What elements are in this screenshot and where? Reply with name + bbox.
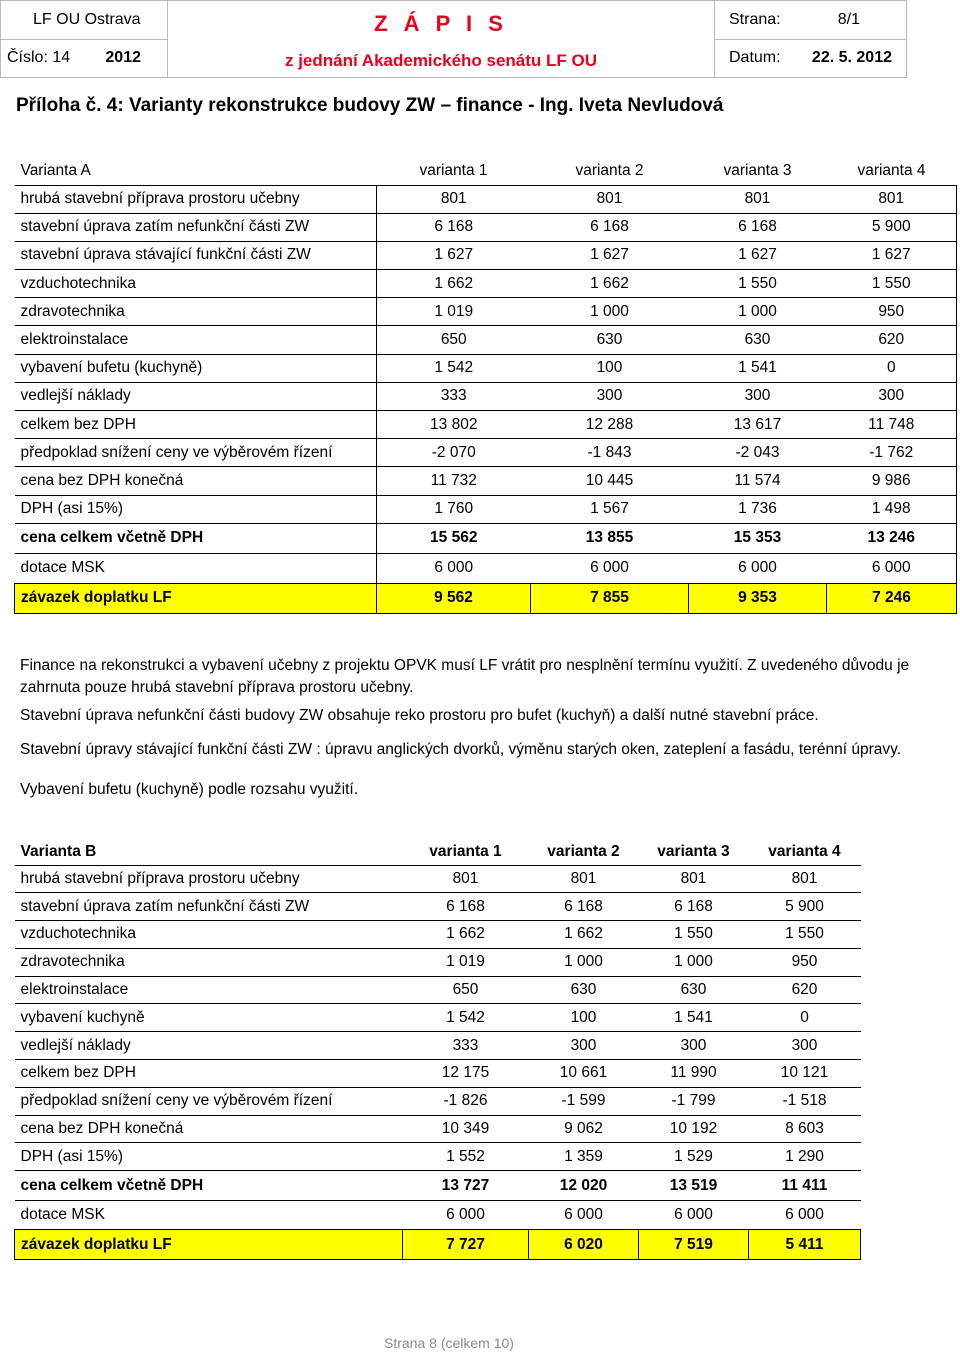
value-cell: 12 020	[529, 1171, 639, 1201]
table-row	[15, 523, 957, 553]
table-row	[15, 1143, 861, 1171]
row-label: zdravotechnika	[15, 948, 403, 976]
value-cell: 8 603	[749, 1115, 861, 1143]
value-cell: 6 168	[689, 213, 827, 241]
header-cell: varianta 1	[377, 157, 531, 185]
row-label: závazek doplatku LF	[15, 1230, 403, 1260]
value-cell: 11 411	[749, 1171, 861, 1201]
note-paragraph: Finance na rekonstrukci a vybavení učebny z projektu OPVK musí LF vrátit pro nesplnění termínu využití. Z uvedeného důvodu je zahrnuta pouze hrubá stavební příprava prostoru učebny.	[20, 657, 910, 696]
row-label: stavební úprava zatím nefunkční části ZW	[15, 213, 377, 241]
date-cell	[715, 39, 907, 78]
value-cell: 6 000	[639, 1200, 749, 1230]
value-cell: 1 359	[529, 1143, 639, 1171]
notes	[20, 655, 950, 807]
value-cell: 333	[377, 382, 531, 410]
table-row	[15, 583, 957, 613]
page-value: 8/1	[837, 10, 860, 28]
note-paragraph: Vybavení bufetu (kuchyně) podle rozsahu využití.	[20, 781, 359, 798]
date-value: 22. 5. 2012	[811, 49, 892, 67]
value-cell: 9 562	[377, 583, 531, 613]
value-cell: 5 411	[749, 1230, 861, 1260]
value-cell: 5 900	[749, 893, 861, 921]
value-cell: 650	[377, 326, 531, 354]
value-cell: 1 736	[689, 495, 827, 523]
header-cell: varianta 4	[827, 157, 957, 185]
row-label: vzduchotechnika	[15, 921, 403, 949]
value-cell: 13 519	[639, 1171, 749, 1201]
attachment-title: Příloha č. 4: Varianty rekonstrukce budovy ZW – finance - Ing. Iveta Nevludová	[16, 95, 724, 116]
row-label: vybavení bufetu (kuchyně)	[15, 354, 377, 382]
value-cell: 1 000	[529, 948, 639, 976]
value-cell: 6 168	[531, 213, 689, 241]
row-label: elektroinstalace	[15, 976, 403, 1004]
table-row	[15, 1230, 861, 1260]
table-row	[15, 411, 957, 439]
table-row	[15, 298, 957, 326]
row-label: celkem bez DPH	[15, 1060, 403, 1088]
number-cell	[1, 39, 168, 78]
value-cell: 12 175	[403, 1060, 529, 1088]
value-cell: 1 627	[377, 241, 531, 269]
value-cell: 10 121	[749, 1060, 861, 1088]
row-label: vzduchotechnika	[15, 270, 377, 298]
value-cell: 801	[749, 865, 861, 893]
value-cell: 1 662	[531, 270, 689, 298]
value-cell: 1 550	[689, 270, 827, 298]
note-paragraph: Stavební úprava nefunkční části budovy ZW obsahuje reko prostoru pro bufet (kuchyň) a další nutné stavební práce.	[20, 707, 819, 724]
row-label: závazek doplatku LF	[15, 583, 377, 613]
value-cell: 300	[827, 382, 957, 410]
row-label: celkem bez DPH	[15, 411, 377, 439]
value-cell: -1 762	[827, 439, 957, 467]
row-label: DPH (asi 15%)	[15, 1143, 403, 1171]
value-cell: 630	[689, 326, 827, 354]
table-row	[15, 1115, 861, 1143]
document-title: Z Á P I S	[374, 11, 508, 36]
value-cell: 620	[749, 976, 861, 1004]
table-row	[15, 976, 861, 1004]
value-cell: -1 826	[403, 1087, 529, 1115]
value-cell: 10 349	[403, 1115, 529, 1143]
value-cell: 1 498	[827, 495, 957, 523]
header-cell: Varianta B	[15, 839, 403, 865]
row-label: cena celkem včetně DPH	[15, 1171, 403, 1201]
header-cell: Varianta A	[15, 157, 377, 185]
row-label: hrubá stavební příprava prostoru učebny	[15, 865, 403, 893]
date-label: Datum:	[729, 49, 781, 67]
value-cell: 1 000	[689, 298, 827, 326]
value-cell: 630	[529, 976, 639, 1004]
value-cell: 11 990	[639, 1060, 749, 1088]
value-cell: 13 802	[377, 411, 531, 439]
value-cell: 1 541	[689, 354, 827, 382]
value-cell: 620	[827, 326, 957, 354]
row-label: vedlejší náklady	[15, 382, 377, 410]
value-cell: 650	[403, 976, 529, 1004]
header-cell: varianta 1	[403, 839, 529, 865]
table-row	[15, 1060, 861, 1088]
value-cell: 9 062	[529, 1115, 639, 1143]
value-cell: 100	[529, 1004, 639, 1032]
value-cell: 9 986	[827, 467, 957, 495]
value-cell: 1 627	[827, 241, 957, 269]
value-cell: 6 168	[377, 213, 531, 241]
row-label: vybavení kuchyně	[15, 1004, 403, 1032]
value-cell: 1 542	[377, 354, 531, 382]
value-cell: 333	[403, 1032, 529, 1060]
value-cell: 1 662	[529, 921, 639, 949]
variant-b-table	[14, 839, 861, 1260]
value-cell: 0	[749, 1004, 861, 1032]
value-cell: 13 727	[403, 1171, 529, 1201]
page-footer: Strana 8 (celkem 10)	[384, 1335, 514, 1351]
value-cell: 15 353	[689, 523, 827, 553]
value-cell: 6 000	[827, 553, 957, 583]
row-label: hrubá stavební příprava prostoru učebny	[15, 185, 377, 213]
row-label: cena celkem včetně DPH	[15, 523, 377, 553]
value-cell: 1 550	[639, 921, 749, 949]
value-cell: 801	[377, 185, 531, 213]
table-row	[15, 893, 861, 921]
value-cell: 7 519	[639, 1230, 749, 1260]
value-cell: 6 168	[639, 893, 749, 921]
value-cell: 950	[749, 948, 861, 976]
table-row	[15, 1171, 861, 1201]
header-cell: varianta 2	[529, 839, 639, 865]
row-label: dotace MSK	[15, 1200, 403, 1230]
table-row	[15, 185, 957, 213]
value-cell: 1 567	[531, 495, 689, 523]
value-cell: 1 662	[403, 921, 529, 949]
table-row	[15, 326, 957, 354]
value-cell: 5 900	[827, 213, 957, 241]
value-cell: 13 617	[689, 411, 827, 439]
value-cell: -2 043	[689, 439, 827, 467]
value-cell: 1 000	[639, 948, 749, 976]
value-cell: 11 732	[377, 467, 531, 495]
value-cell: 630	[639, 976, 749, 1004]
table-row	[15, 921, 861, 949]
value-cell: 801	[827, 185, 957, 213]
value-cell: 801	[531, 185, 689, 213]
value-cell: 1 290	[749, 1143, 861, 1171]
value-cell: 801	[403, 865, 529, 893]
org-cell	[1, 1, 168, 40]
row-label: stavební úprava zatím nefunkční části ZW	[15, 893, 403, 921]
value-cell: 1 552	[403, 1143, 529, 1171]
page-cell	[715, 1, 907, 40]
value-cell: 7 246	[827, 583, 957, 613]
header-cell: varianta 3	[639, 839, 749, 865]
table-row	[15, 553, 957, 583]
row-label: zdravotechnika	[15, 298, 377, 326]
value-cell: 801	[689, 185, 827, 213]
value-cell: 300	[529, 1032, 639, 1060]
value-cell: 11 748	[827, 411, 957, 439]
value-cell: 1 019	[377, 298, 531, 326]
value-cell: 801	[639, 865, 749, 893]
value-cell: 15 562	[377, 523, 531, 553]
value-cell: 6 000	[403, 1200, 529, 1230]
table-row	[15, 1004, 861, 1032]
variant-a-table	[14, 157, 957, 614]
value-cell: 6 168	[403, 893, 529, 921]
value-cell: 6 000	[529, 1200, 639, 1230]
value-cell: 6 000	[531, 553, 689, 583]
value-cell: 7 855	[531, 583, 689, 613]
value-cell: 1 019	[403, 948, 529, 976]
value-cell: 7 727	[403, 1230, 529, 1260]
table-row	[15, 467, 957, 495]
row-label: elektroinstalace	[15, 326, 377, 354]
value-cell: 1 627	[689, 241, 827, 269]
page-label: Strana:	[729, 10, 781, 28]
table-row	[15, 865, 861, 893]
value-cell: 0	[827, 354, 957, 382]
value-cell: -1 518	[749, 1087, 861, 1115]
document-header	[0, 0, 907, 78]
org-name: LF OU Ostrava	[33, 10, 141, 28]
value-cell: 1 760	[377, 495, 531, 523]
value-cell: 6 020	[529, 1230, 639, 1260]
value-cell: 1 550	[827, 270, 957, 298]
row-label: vedlejší náklady	[15, 1032, 403, 1060]
value-cell: 630	[531, 326, 689, 354]
value-cell: -2 070	[377, 439, 531, 467]
value-cell: 10 445	[531, 467, 689, 495]
row-label: cena bez DPH konečná	[15, 1115, 403, 1143]
table-row	[15, 241, 957, 269]
value-cell: 950	[827, 298, 957, 326]
value-cell: 1 662	[377, 270, 531, 298]
value-cell: 10 192	[639, 1115, 749, 1143]
table-row	[15, 1032, 861, 1060]
row-label: cena bez DPH konečná	[15, 467, 377, 495]
table-row	[15, 382, 957, 410]
value-cell: 6 168	[529, 893, 639, 921]
value-cell: 1 542	[403, 1004, 529, 1032]
value-cell: 11 574	[689, 467, 827, 495]
value-cell: 300	[749, 1032, 861, 1060]
table-row	[15, 1200, 861, 1230]
record-number: Číslo: 14	[7, 49, 71, 67]
row-label: stavební úprava stávající funkční části ZW	[15, 241, 377, 269]
title-cell	[168, 1, 715, 78]
table-row	[15, 213, 957, 241]
table-row	[15, 948, 861, 976]
value-cell: 300	[531, 382, 689, 410]
table-row	[15, 354, 957, 382]
value-cell: -1 599	[529, 1087, 639, 1115]
document-subtitle: z jednání Akademického senátu LF OU	[284, 51, 598, 70]
value-cell: 12 288	[531, 411, 689, 439]
table-row	[15, 495, 957, 523]
value-cell: -1 799	[639, 1087, 749, 1115]
header-cell: varianta 4	[749, 839, 861, 865]
value-cell: 801	[529, 865, 639, 893]
value-cell: 10 661	[529, 1060, 639, 1088]
value-cell: 300	[639, 1032, 749, 1060]
header-cell: varianta 3	[689, 157, 827, 185]
row-label: předpoklad snížení ceny ve výběrovém řízení	[15, 439, 377, 467]
row-label: DPH (asi 15%)	[15, 495, 377, 523]
value-cell: -1 843	[531, 439, 689, 467]
value-cell: 1 541	[639, 1004, 749, 1032]
row-label: předpoklad snížení ceny ve výběrovém řízení	[15, 1087, 403, 1115]
table-header-row	[15, 157, 957, 185]
record-year: 2012	[105, 49, 141, 67]
value-cell: 6 000	[749, 1200, 861, 1230]
value-cell: 300	[689, 382, 827, 410]
value-cell: 100	[531, 354, 689, 382]
table-row	[15, 270, 957, 298]
table-header-row	[15, 839, 861, 865]
value-cell: 1 550	[749, 921, 861, 949]
table-row	[15, 439, 957, 467]
value-cell: 6 000	[689, 553, 827, 583]
table-row	[15, 1087, 861, 1115]
value-cell: 6 000	[377, 553, 531, 583]
row-label: dotace MSK	[15, 553, 377, 583]
note-paragraph: Stavební úpravy stávající funkční části ZW : úpravu anglických dvorků, výměnu starých oken, zateplení a fasádu, terénní úpravy.	[20, 741, 902, 758]
value-cell: 13 246	[827, 523, 957, 553]
value-cell: 1 000	[531, 298, 689, 326]
value-cell: 9 353	[689, 583, 827, 613]
value-cell: 1 627	[531, 241, 689, 269]
header-cell: varianta 2	[531, 157, 689, 185]
value-cell: 13 855	[531, 523, 689, 553]
value-cell: 1 529	[639, 1143, 749, 1171]
